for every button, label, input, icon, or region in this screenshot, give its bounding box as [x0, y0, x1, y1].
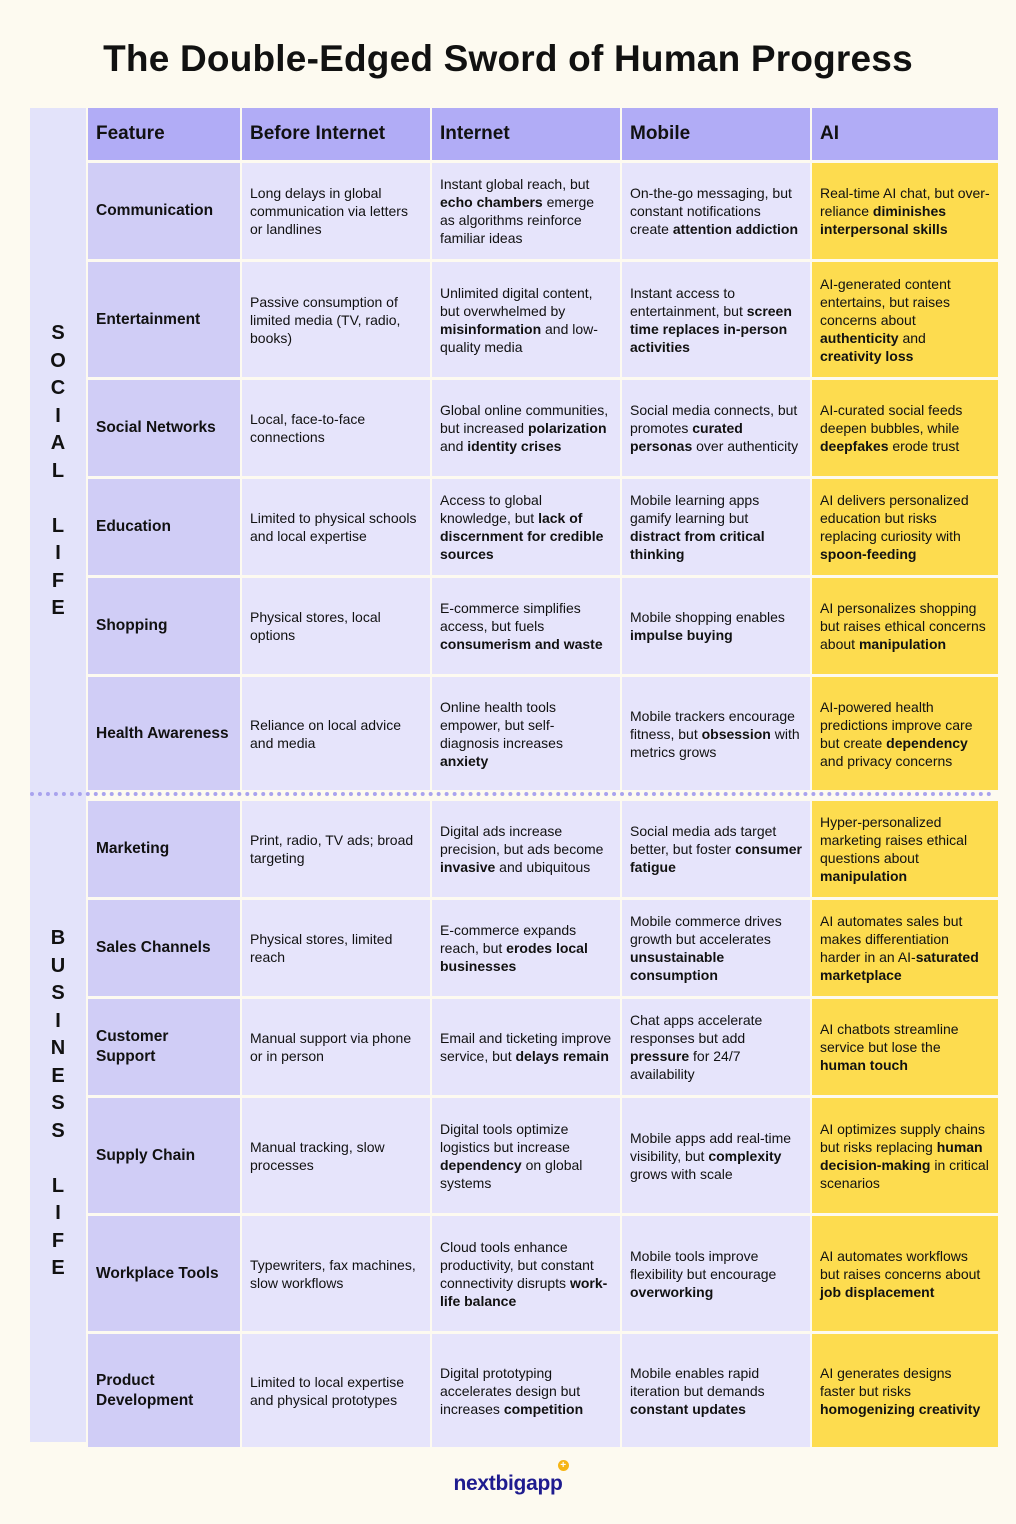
internet-text: Digital ads increase precision, but ads become invasive and ubiquitous — [440, 823, 604, 875]
section-letter: A — [50, 432, 66, 454]
section-letter: I — [55, 404, 61, 427]
row-internet-cell — [432, 801, 620, 897]
row-feature-cell — [88, 1098, 240, 1213]
row-internet-cell — [432, 677, 620, 790]
before-text: Print, radio, TV ads; broad targeting — [250, 832, 414, 866]
row-ai-cell — [812, 677, 998, 790]
before-text: Physical stores, local options — [250, 609, 381, 643]
section-letter: S — [51, 1092, 65, 1114]
section-letter: E — [51, 1257, 65, 1279]
section-letter: O — [50, 349, 66, 372]
before-text: Manual tracking, slow processes — [250, 1138, 385, 1173]
ai-text: AI-powered health predictions improve care but create dependency and privacy concerns — [820, 698, 973, 769]
feature-label: Supply Chain — [96, 1146, 196, 1164]
row-ai-cell — [812, 163, 998, 259]
internet-text: Global online communities, but increased polarization and identity crises — [440, 402, 609, 454]
row-feature-cell — [88, 578, 240, 674]
ai-text: AI-curated social feeds deepen bubbles, while deepfakes erode trust — [820, 402, 963, 454]
mobile-text: Mobile enables rapid iteration but demands constant updates — [630, 1364, 765, 1417]
row-mobile-cell — [622, 578, 810, 674]
before-text: Manual support via phone or in person — [250, 1030, 412, 1064]
ai-text: AI chatbots streamline service but lose the human touch — [820, 1021, 959, 1073]
internet-text: Cloud tools enhance productivity, but constant connectivity disrupts work-life balance — [440, 1238, 608, 1309]
section-letter: E — [51, 597, 65, 619]
row-before-cell — [242, 380, 430, 476]
internet-text: Email and ticketing improve service, but delays remain — [440, 1030, 612, 1064]
row-feature-cell — [88, 1216, 240, 1331]
feature-label: Workplace Tools — [96, 1264, 219, 1282]
before-text: Long delays in global communication via letters or landlines — [250, 185, 408, 237]
logo-text-part1: nextbig — [453, 1472, 527, 1495]
mobile-text: Mobile apps add real-time visibility, but complexity grows with scale — [630, 1129, 792, 1182]
mobile-text: Chat apps accelerate responses but add pressure for 24/7 availability — [630, 1012, 763, 1082]
feature-label: Entertainment — [96, 310, 201, 328]
header-before-internet: Before Internet — [242, 108, 430, 160]
row-ai-cell — [812, 999, 998, 1095]
header-feature: Feature — [88, 108, 240, 160]
row-feature-cell — [88, 801, 240, 897]
section-letter: B — [50, 927, 66, 949]
ai-text: Real-time AI chat, but over-reliance diminishes interpersonal skills — [820, 185, 990, 237]
feature-label: Social Networks — [96, 419, 216, 436]
row-before-cell — [242, 479, 430, 575]
mobile-text: Social media ads target better, but foster consumer fatigue — [630, 823, 802, 875]
header-mobile: Mobile — [622, 108, 810, 160]
row-ai-cell — [812, 1334, 998, 1447]
row-feature-cell — [88, 999, 240, 1095]
internet-text: Access to global knowledge, but lack of discernment for credible sources — [440, 492, 604, 562]
internet-text: E-commerce simplifies access, but fuels consumerism and waste — [440, 600, 603, 652]
mobile-text: Mobile tools improve flexibility but encourage overworking — [630, 1247, 777, 1300]
ai-text: AI personalizes shopping but raises ethical concerns about manipulation — [820, 600, 986, 652]
internet-text: Unlimited digital content, but overwhelmed by misinformation and low-quality media — [440, 284, 598, 355]
section-letter: I — [55, 1009, 61, 1032]
ai-text: AI automates sales but makes differentiation harder in an AI-saturated marketplace — [820, 913, 979, 983]
before-text: Limited to local expertise and physical prototypes — [250, 1373, 405, 1408]
mobile-text: On-the-go messaging, but constant notifications create attention addiction — [630, 185, 799, 237]
section-letter: I — [55, 1202, 61, 1224]
row-internet-cell — [432, 479, 620, 575]
comparison-table — [88, 108, 998, 1447]
section-label-business — [30, 925, 86, 1283]
internet-text: Digital tools optimize logistics but increase dependency on global systems — [440, 1120, 583, 1191]
row-feature-cell — [88, 479, 240, 575]
row-before-cell — [242, 1216, 430, 1331]
before-text: Passive consumption of limited media (TV, radio, books) — [250, 293, 401, 346]
section-letter: C — [50, 377, 66, 399]
feature-label: Shopping — [96, 617, 168, 634]
row-ai-cell — [812, 900, 998, 996]
row-before-cell — [242, 1334, 430, 1447]
row-internet-cell — [432, 1216, 620, 1331]
row-internet-cell — [432, 900, 620, 996]
feature-label: Product Development — [96, 1371, 194, 1409]
feature-label: Education — [96, 518, 171, 535]
section-letter: S — [51, 322, 65, 344]
section-letter: S — [51, 982, 65, 1004]
feature-label: Health Awareness — [96, 724, 229, 742]
before-text: Limited to physical schools and local expertise — [250, 510, 417, 544]
mobile-text: Mobile shopping enables impulse buying — [630, 609, 785, 643]
row-mobile-cell — [622, 1098, 810, 1213]
row-mobile-cell — [622, 1334, 810, 1447]
page-title: The Double-Edged Sword of Human Progress — [103, 38, 913, 79]
ai-text: AI delivers personalized education but risks replacing curiosity with spoon-feeding — [820, 492, 969, 562]
row-internet-cell — [432, 1098, 620, 1213]
before-text: Physical stores, limited reach — [250, 931, 393, 965]
row-ai-cell — [812, 1216, 998, 1331]
row-mobile-cell — [622, 163, 810, 259]
row-mobile-cell — [622, 900, 810, 996]
row-before-cell — [242, 801, 430, 897]
row-feature-cell — [88, 163, 240, 259]
row-before-cell — [242, 163, 430, 259]
before-text: Local, face-to-face connections — [250, 411, 366, 445]
row-mobile-cell — [622, 380, 810, 476]
feature-label: Communication — [96, 202, 214, 219]
logo-text-app: app — [526, 1472, 563, 1495]
section-letter: L — [51, 459, 65, 482]
section-letter: S — [51, 1119, 65, 1142]
ai-text: AI optimizes supply chains but risks replacing human decision-making in critical scenarios — [820, 1120, 989, 1191]
ai-text: AI generates designs faster but risks homogenizing creativity — [820, 1364, 981, 1417]
header-internet: Internet — [432, 108, 620, 160]
section-letter: F — [51, 569, 65, 592]
row-feature-cell — [88, 677, 240, 790]
row-before-cell — [242, 900, 430, 996]
internet-text: Digital prototyping accelerates design but increases competition — [440, 1364, 584, 1417]
mobile-text: Social media connects, but promotes curated personas over authenticity — [630, 402, 799, 454]
row-internet-cell — [432, 1334, 620, 1447]
row-ai-cell — [812, 479, 998, 575]
row-mobile-cell — [622, 801, 810, 897]
row-feature-cell — [88, 262, 240, 377]
row-ai-cell — [812, 262, 998, 377]
section-label-social — [30, 320, 86, 623]
row-mobile-cell — [622, 262, 810, 377]
row-before-cell — [242, 677, 430, 790]
row-before-cell — [242, 578, 430, 674]
section-letter: I — [55, 542, 61, 564]
ai-text: AI-generated content entertains, but raises concerns about authenticity and creativity loss — [820, 275, 951, 364]
row-feature-cell — [88, 900, 240, 996]
row-before-cell — [242, 999, 430, 1095]
row-ai-cell — [812, 380, 998, 476]
internet-text: Online health tools empower, but self-diagnosis increases anxiety — [440, 698, 563, 769]
row-mobile-cell — [622, 677, 810, 790]
before-text: Typewriters, fax machines, slow workflows — [250, 1256, 416, 1291]
row-internet-cell — [432, 999, 620, 1095]
row-internet-cell — [432, 578, 620, 674]
section-letter: F — [51, 1229, 65, 1252]
section-letter: L — [51, 514, 65, 537]
mobile-text: Instant access to entertainment, but screen time replaces in-person activities — [630, 284, 792, 355]
before-text: Reliance on local advice and media — [250, 716, 401, 751]
logo-text-part2 — [526, 1460, 566, 1495]
brand-logo — [0, 1460, 1016, 1496]
ai-text: AI automates workflows but raises concerns about job displacement — [820, 1247, 981, 1300]
row-ai-cell — [812, 578, 998, 674]
section-letter: E — [51, 1064, 65, 1087]
row-internet-cell — [432, 262, 620, 377]
row-mobile-cell — [622, 479, 810, 575]
internet-text: E-commerce expands reach, but erodes local businesses — [440, 922, 588, 974]
plus-icon: + — [558, 1460, 569, 1471]
row-ai-cell — [812, 1098, 998, 1213]
header-ai: AI — [812, 108, 998, 160]
section-letter: U — [50, 954, 66, 977]
row-mobile-cell — [622, 999, 810, 1095]
row-mobile-cell — [622, 1216, 810, 1331]
row-feature-cell — [88, 1334, 240, 1447]
row-feature-cell — [88, 380, 240, 476]
section-letter: L — [51, 1174, 65, 1197]
row-internet-cell — [432, 163, 620, 259]
mobile-text: Mobile learning apps gamify learning but distract from critical thinking — [630, 492, 765, 562]
ai-text: Hyper-personalized marketing raises ethical questions about manipulation — [820, 814, 968, 884]
mobile-text: Mobile commerce drives growth but accelerates unsustainable consumption — [630, 913, 782, 983]
row-internet-cell — [432, 380, 620, 476]
row-before-cell — [242, 1098, 430, 1213]
feature-label: Sales Channels — [96, 939, 211, 956]
mobile-text: Mobile trackers encourage fitness, but obsession with metrics grows — [630, 707, 800, 760]
feature-label: Marketing — [96, 840, 170, 857]
row-ai-cell — [812, 801, 998, 897]
section-letter: N — [50, 1037, 66, 1059]
feature-label: Customer Support — [96, 1028, 169, 1065]
internet-text: Instant global reach, but echo chambers emerge as algorithms reinforce familiar ideas — [440, 176, 595, 246]
row-before-cell — [242, 262, 430, 377]
